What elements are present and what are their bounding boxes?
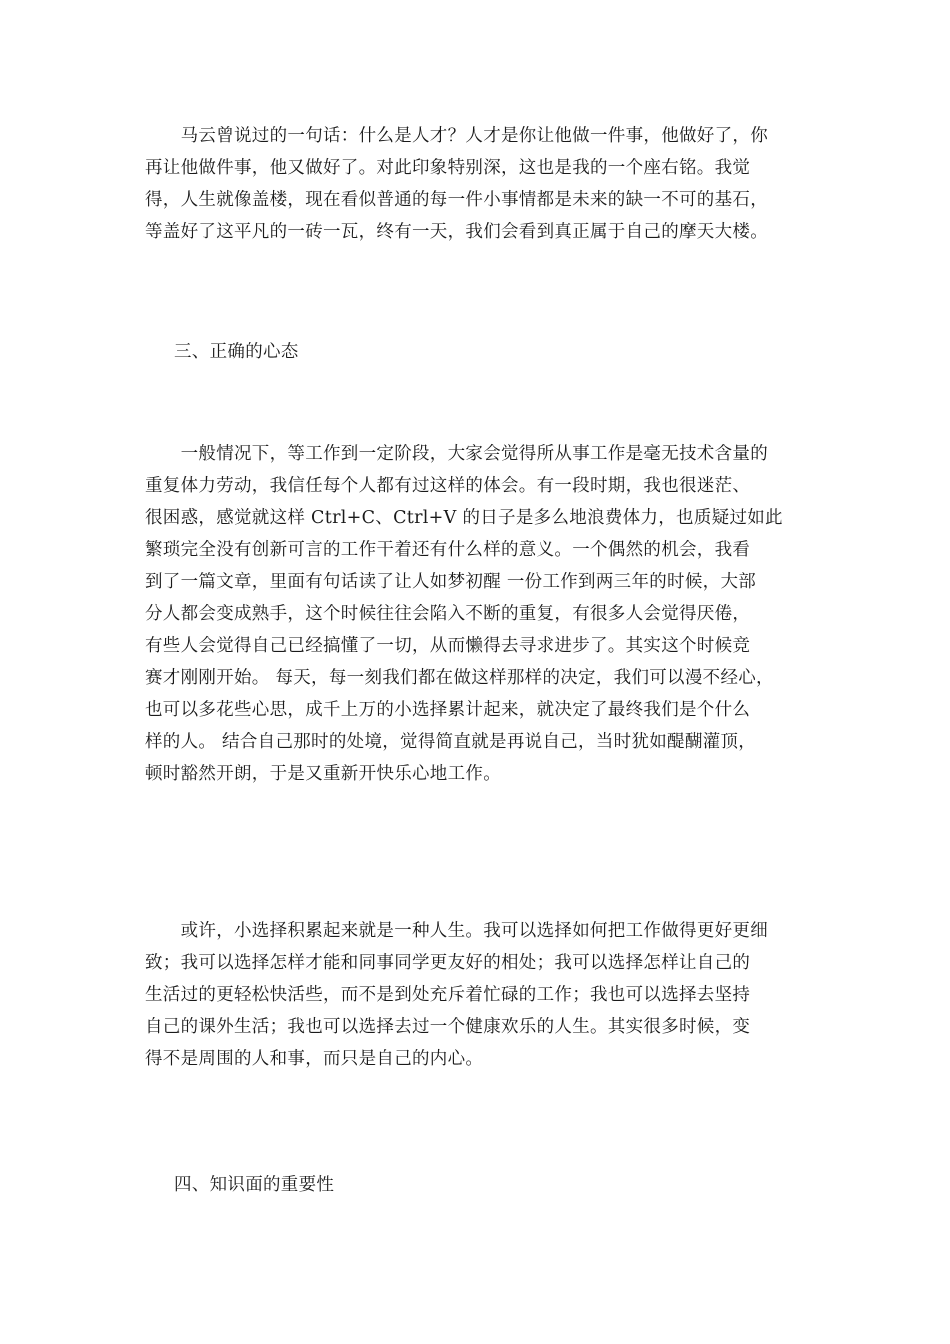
section-heading-3: 三、正确的心态 [174, 342, 299, 362]
text-line: 或许，小选择积累起来就是一种人生。我可以选择如何把工作做得更好更细 [145, 921, 768, 941]
paragraph-mindset [145, 438, 815, 790]
text-line: 分人都会变成熟手，这个时候往往会陷入不断的重复，有很多人会觉得厌倦， [145, 604, 751, 624]
text-line: 再让他做件事，他又做好了。对此印象特别深，这也是我的一个座右铭。我觉 [145, 158, 751, 178]
text-line: 很困惑，感觉就这样 Ctrl+C、Ctrl+V 的日子是多么地浪费体力，也质疑过如此 [145, 508, 783, 528]
text-line: 有些人会觉得自己已经搞懂了一切，从而懒得去寻求进步了。其实这个时候竞 [145, 636, 751, 656]
text-line: 一般情况下，等工作到一定阶段，大家会觉得所从事工作是毫无技术含量的 [145, 444, 768, 464]
text-line: 样的人。 结合自己那时的处境，觉得简直就是再说自己，当时犹如醍醐灌顶， [145, 732, 757, 752]
section-heading-4: 四、知识面的重要性 [174, 1175, 335, 1195]
text-line: 重复体力劳动，我信任每个人都有过这样的体会。有一段时期，我也很迷茫、 [145, 476, 751, 496]
text-line: 生活过的更轻松快活些，而不是到处充斥着忙碌的工作；我也可以选择去坚持 [145, 985, 751, 1005]
text-line: 赛才刚刚开始。 每天，每一刻我们都在做这样那样的决定，我们可以漫不经心， [145, 668, 774, 688]
text-line: 自己的课外生活；我也可以选择去过一个健康欢乐的人生。其实很多时候，变 [145, 1017, 751, 1037]
text-line: 得，人生就像盖楼，现在看似普通的每一件小事情都是未来的缺一不可的基石， [145, 190, 768, 210]
text-line: 繁琐完全没有创新可言的工作干着还有什么样的意义。一个偶然的机会，我看 [145, 540, 751, 560]
text-line: 到了一篇文章，里面有句话读了让人如梦初醒 一份工作到两三年的时候，大部 [145, 572, 757, 592]
text-line: 得不是周围的人和事，而只是自己的内心。 [145, 1049, 484, 1069]
text-line: 马云曾说过的一句话：什么是人才？人才是你让他做一件事，他做好了，你 [145, 126, 768, 146]
text-line: 等盖好了这平凡的一砖一瓦，终有一天，我们会看到真正属于自己的摩天大楼。 [145, 222, 768, 242]
text-line: 也可以多花些心思，成千上万的小选择累计起来，就决定了最终我们是个什么 [145, 700, 751, 720]
paragraph-talent [145, 120, 815, 248]
paragraph-choices [145, 915, 815, 1075]
text-line: 致；我可以选择怎样才能和同事同学更友好的相处；我可以选择怎样让自己的 [145, 953, 751, 973]
text-line: 顿时豁然开朗，于是又重新开快乐心地工作。 [145, 764, 501, 784]
